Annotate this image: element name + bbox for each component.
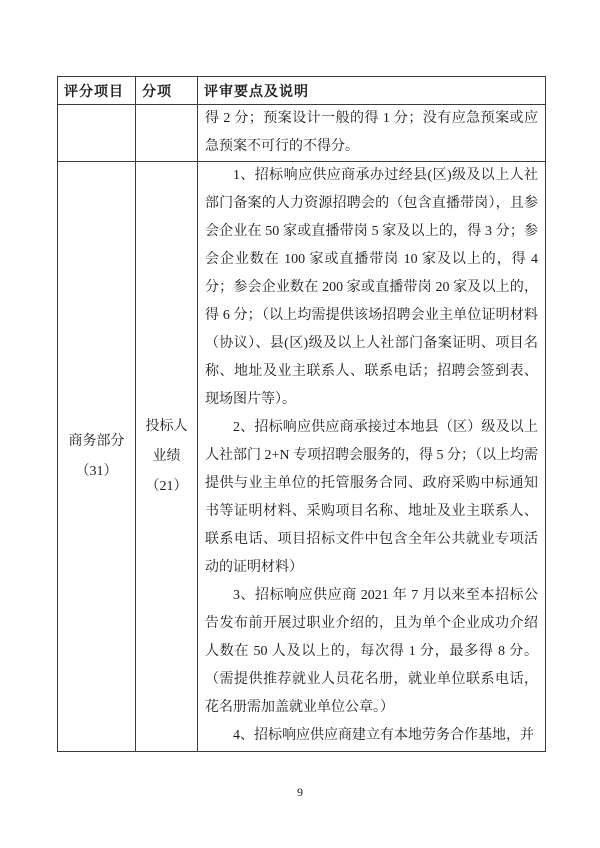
criteria-cell	[198, 105, 546, 162]
column-header-criteria: 评审要点及说明	[198, 77, 546, 105]
criteria-paragraph: 2、招标响应供应商承接过本地县（区）级及以上人社部门 2+N 专项招聘会服务的，得 5 分；（以上均需提供与业主单位的托管服务合同、政府采购中标通知书等证明材料、采购项目名称、地址及业主联系人、联系电话、项目招标文件中包含全年公共就业专项活动的证明材料）	[205, 420, 539, 575]
criteria-paragraph: 4、招标响应供应商建立有本地劳务合作基地，并	[233, 728, 534, 743]
page-number: 9	[297, 785, 303, 799]
criteria-paragraph: 3、招标响应供应商 2021 年 7 月以来至本招标公告发布前开展过职业介绍的，且为单个企业成功介绍人数在 50 人及以上的，每次得 1 分，最多得 8 分。（需提供推荐就业人员花名册，就业单位联系电话，花名册需加盖就业单位公章。）	[205, 588, 538, 715]
criteria-cell	[198, 162, 546, 752]
header-row	[58, 77, 546, 105]
column-header-subitem: 分项	[136, 77, 198, 105]
subitem-line: （21）	[145, 478, 188, 494]
table-row-spillover	[58, 105, 546, 162]
criteria-paragraph: 1、招标响应供应商承办过经县(区)级及以上人社部门备案的人力资源招聘会的（包含直播带岗），且参会企业在 50 家或直播带岗 5 家及以上的，得 3 分；参会企业数在 100 家或直播带岗 10 家及以上的，得 4 分；参会企业数在 200 家或直播带岗 20 家及以上的，得 6 分；（以上均需提供该场招聘会业主单位证明材料（协议）、县(区)级及以上人社部门备案证明、项目名称、地址及业主联系人、联系电话；招聘会签到表、现场图片等）。	[205, 168, 538, 407]
score-item-cell	[58, 162, 136, 752]
criteria-paragraph: 得 2 分；预案设计一般的得 1 分；没有应急预案或应急预案不可行的不得分。	[205, 111, 538, 154]
subitem-line: 投标人	[145, 418, 188, 434]
score-item-cell	[58, 105, 136, 162]
subitem-cell	[136, 105, 198, 162]
table-row-business	[58, 162, 546, 752]
score-item-line: （31）	[75, 463, 118, 479]
subitem-line: 业绩	[152, 448, 181, 464]
column-header-score-item: 评分项目	[58, 77, 136, 105]
evaluation-table	[57, 76, 546, 752]
subitem-cell	[136, 162, 198, 752]
score-item-line: 商务部分	[68, 433, 125, 449]
